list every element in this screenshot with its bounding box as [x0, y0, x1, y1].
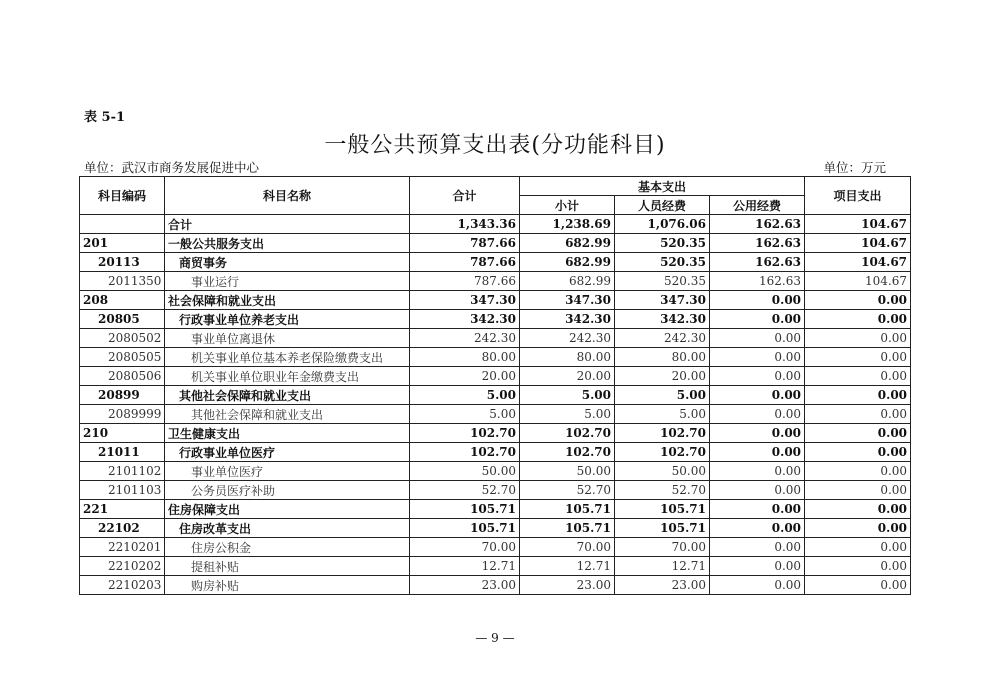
cell-code: 20113	[80, 253, 165, 272]
cell-project: 0.00	[805, 557, 911, 576]
header-total: 合计	[410, 177, 520, 215]
cell-subtotal: 12.71	[520, 557, 615, 576]
cell-personnel: 520.35	[615, 253, 710, 272]
cell-subtotal: 682.99	[520, 272, 615, 291]
header-personnel: 人员经费	[615, 196, 710, 215]
page-title: 一般公共预算支出表(分功能科目)	[324, 133, 666, 158]
cell-personnel: 242.30	[615, 329, 710, 348]
cell-total: 105.71	[410, 519, 520, 538]
cell-personnel: 5.00	[615, 405, 710, 424]
table-header	[80, 177, 911, 215]
cell-personnel: 102.70	[615, 443, 710, 462]
table-row	[80, 462, 911, 481]
header-name: 科目名称	[165, 177, 410, 215]
cell-project: 0.00	[805, 424, 911, 443]
cell-public: 0.00	[710, 462, 805, 481]
cell-name: 商贸事务	[165, 253, 410, 272]
cell-name: 合计	[165, 215, 410, 234]
cell-name: 住房改革支出	[165, 519, 410, 538]
cell-project: 0.00	[805, 443, 911, 462]
table-row	[80, 215, 911, 234]
cell-code: 210	[80, 424, 165, 443]
cell-public: 0.00	[710, 310, 805, 329]
cell-personnel: 1,076.06	[615, 215, 710, 234]
cell-total: 102.70	[410, 424, 520, 443]
cell-project: 104.67	[805, 272, 911, 291]
cell-public: 162.63	[710, 253, 805, 272]
header-basic: 基本支出	[520, 177, 805, 196]
cell-code: 2011350	[80, 272, 165, 291]
cell-name: 社会保障和就业支出	[165, 291, 410, 310]
cell-name: 事业单位医疗	[165, 462, 410, 481]
table-row	[80, 500, 911, 519]
cell-personnel: 12.71	[615, 557, 710, 576]
cell-public: 0.00	[710, 424, 805, 443]
cell-total: 347.30	[410, 291, 520, 310]
cell-code: 2210203	[80, 576, 165, 595]
cell-total: 80.00	[410, 348, 520, 367]
cell-public: 0.00	[710, 329, 805, 348]
cell-total: 105.71	[410, 500, 520, 519]
cell-total: 20.00	[410, 367, 520, 386]
cell-code	[80, 215, 165, 234]
table-row	[80, 424, 911, 443]
cell-public: 0.00	[710, 500, 805, 519]
cell-total: 52.70	[410, 481, 520, 500]
cell-project: 0.00	[805, 576, 911, 595]
cell-personnel: 105.71	[615, 519, 710, 538]
cell-name: 事业单位离退休	[165, 329, 410, 348]
table-row	[80, 234, 911, 253]
table-row	[80, 291, 911, 310]
cell-total: 1,343.36	[410, 215, 520, 234]
cell-personnel: 105.71	[615, 500, 710, 519]
table-row	[80, 405, 911, 424]
cell-name: 提租补贴	[165, 557, 410, 576]
cell-public: 0.00	[710, 367, 805, 386]
cell-total: 50.00	[410, 462, 520, 481]
cell-personnel: 347.30	[615, 291, 710, 310]
cell-personnel: 80.00	[615, 348, 710, 367]
table-row	[80, 538, 911, 557]
cell-code: 2210201	[80, 538, 165, 557]
cell-project: 0.00	[805, 519, 911, 538]
table-row	[80, 481, 911, 500]
cell-total: 242.30	[410, 329, 520, 348]
unit-currency: 单位：万元	[823, 160, 886, 175]
cell-subtotal: 52.70	[520, 481, 615, 500]
cell-personnel: 52.70	[615, 481, 710, 500]
cell-project: 0.00	[805, 405, 911, 424]
cell-personnel: 520.35	[615, 234, 710, 253]
cell-personnel: 520.35	[615, 272, 710, 291]
cell-public: 162.63	[710, 234, 805, 253]
table-body	[80, 215, 911, 595]
header-public: 公用经费	[710, 196, 805, 215]
cell-code: 2101102	[80, 462, 165, 481]
cell-code: 22102	[80, 519, 165, 538]
cell-name: 机关事业单位基本养老保险缴费支出	[165, 348, 410, 367]
cell-personnel: 5.00	[615, 386, 710, 405]
cell-code: 20805	[80, 310, 165, 329]
cell-total: 787.66	[410, 272, 520, 291]
cell-name: 行政事业单位医疗	[165, 443, 410, 462]
cell-total: 787.66	[410, 253, 520, 272]
table-label: 表 5-1	[84, 110, 126, 125]
cell-public: 0.00	[710, 557, 805, 576]
table-row	[80, 386, 911, 405]
table-row	[80, 443, 911, 462]
cell-code: 2101103	[80, 481, 165, 500]
cell-project: 0.00	[805, 500, 911, 519]
cell-subtotal: 347.30	[520, 291, 615, 310]
cell-subtotal: 105.71	[520, 519, 615, 538]
cell-project: 0.00	[805, 291, 911, 310]
table-row	[80, 272, 911, 291]
cell-total: 70.00	[410, 538, 520, 557]
cell-subtotal: 20.00	[520, 367, 615, 386]
unit-organization: 单位：武汉市商务发展促进中心	[84, 160, 260, 175]
cell-subtotal: 23.00	[520, 576, 615, 595]
cell-code: 2080506	[80, 367, 165, 386]
cell-personnel: 23.00	[615, 576, 710, 595]
cell-name: 购房补贴	[165, 576, 410, 595]
cell-code: 208	[80, 291, 165, 310]
table-row	[80, 329, 911, 348]
cell-public: 0.00	[710, 538, 805, 557]
cell-name: 行政事业单位养老支出	[165, 310, 410, 329]
cell-name: 事业运行	[165, 272, 410, 291]
cell-subtotal: 1,238.69	[520, 215, 615, 234]
cell-total: 787.66	[410, 234, 520, 253]
page-number: — 9 —	[475, 631, 515, 645]
cell-personnel: 50.00	[615, 462, 710, 481]
cell-subtotal: 80.00	[520, 348, 615, 367]
table-row	[80, 367, 911, 386]
cell-subtotal: 70.00	[520, 538, 615, 557]
cell-project: 0.00	[805, 348, 911, 367]
header-subtotal: 小计	[520, 196, 615, 215]
cell-subtotal: 102.70	[520, 424, 615, 443]
cell-subtotal: 50.00	[520, 462, 615, 481]
cell-code: 201	[80, 234, 165, 253]
cell-project: 0.00	[805, 367, 911, 386]
cell-name: 公务员医疗补助	[165, 481, 410, 500]
budget-table	[79, 176, 911, 595]
cell-name: 一般公共服务支出	[165, 234, 410, 253]
cell-project: 104.67	[805, 253, 911, 272]
cell-public: 0.00	[710, 443, 805, 462]
cell-public: 0.00	[710, 576, 805, 595]
table-row	[80, 576, 911, 595]
cell-project: 0.00	[805, 481, 911, 500]
table-row	[80, 348, 911, 367]
cell-personnel: 20.00	[615, 367, 710, 386]
cell-public: 0.00	[710, 405, 805, 424]
cell-public: 162.63	[710, 215, 805, 234]
cell-project: 0.00	[805, 386, 911, 405]
cell-subtotal: 242.30	[520, 329, 615, 348]
cell-project: 104.67	[805, 234, 911, 253]
cell-public: 162.63	[710, 272, 805, 291]
cell-total: 102.70	[410, 443, 520, 462]
cell-project: 0.00	[805, 538, 911, 557]
cell-total: 342.30	[410, 310, 520, 329]
cell-project: 104.67	[805, 215, 911, 234]
cell-personnel: 102.70	[615, 424, 710, 443]
cell-name: 住房公积金	[165, 538, 410, 557]
cell-name: 其他社会保障和就业支出	[165, 386, 410, 405]
cell-subtotal: 682.99	[520, 253, 615, 272]
cell-name: 卫生健康支出	[165, 424, 410, 443]
cell-subtotal: 105.71	[520, 500, 615, 519]
header-project: 项目支出	[805, 177, 911, 215]
cell-project: 0.00	[805, 329, 911, 348]
cell-personnel: 70.00	[615, 538, 710, 557]
cell-public: 0.00	[710, 481, 805, 500]
cell-public: 0.00	[710, 386, 805, 405]
cell-public: 0.00	[710, 291, 805, 310]
cell-code: 21011	[80, 443, 165, 462]
table-row	[80, 557, 911, 576]
cell-subtotal: 342.30	[520, 310, 615, 329]
table-row	[80, 519, 911, 538]
cell-subtotal: 682.99	[520, 234, 615, 253]
cell-project: 0.00	[805, 310, 911, 329]
cell-code: 2210202	[80, 557, 165, 576]
cell-subtotal: 102.70	[520, 443, 615, 462]
cell-name: 住房保障支出	[165, 500, 410, 519]
cell-code: 2080502	[80, 329, 165, 348]
cell-name: 其他社会保障和就业支出	[165, 405, 410, 424]
cell-code: 2080505	[80, 348, 165, 367]
cell-project: 0.00	[805, 462, 911, 481]
cell-public: 0.00	[710, 348, 805, 367]
table-row	[80, 310, 911, 329]
cell-name: 机关事业单位职业年金缴费支出	[165, 367, 410, 386]
cell-total: 5.00	[410, 386, 520, 405]
header-code: 科目编码	[80, 177, 165, 215]
cell-subtotal: 5.00	[520, 386, 615, 405]
cell-total: 12.71	[410, 557, 520, 576]
cell-subtotal: 5.00	[520, 405, 615, 424]
cell-personnel: 342.30	[615, 310, 710, 329]
cell-public: 0.00	[710, 519, 805, 538]
cell-total: 5.00	[410, 405, 520, 424]
cell-code: 221	[80, 500, 165, 519]
cell-code: 20899	[80, 386, 165, 405]
cell-total: 23.00	[410, 576, 520, 595]
cell-code: 2089999	[80, 405, 165, 424]
table-row	[80, 253, 911, 272]
